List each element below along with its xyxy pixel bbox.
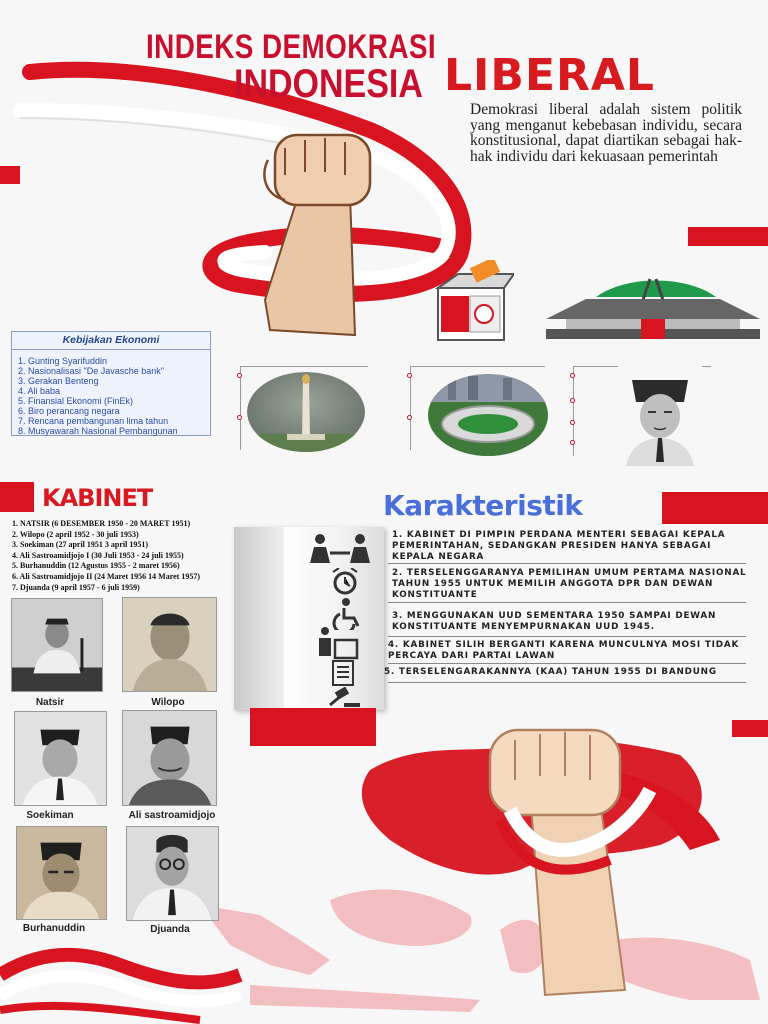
title-liberal: LIBERAL [444, 50, 655, 101]
pin-icon [570, 398, 575, 403]
pin-icon [407, 373, 412, 378]
karakteristik-title: Karakteristik [383, 489, 583, 522]
pin-icon [570, 440, 575, 445]
frame-rail [410, 366, 545, 367]
list-item: 3. Gerakan Benteng [18, 376, 99, 386]
people-icon [310, 533, 374, 567]
list-item: 7. Djuanda (9 april 1957 - 6 juli 1959) [12, 582, 140, 592]
caption-djuanda: Djuanda [150, 924, 190, 935]
pin-icon [570, 373, 575, 378]
caption-burhanuddin: Burhanuddin [22, 923, 86, 934]
divider [388, 682, 746, 683]
photo-soekiman [14, 711, 107, 806]
caption-soekiman: Soekiman [26, 810, 74, 821]
kebijakan-title: Kebijakan Ekonomi [12, 332, 210, 350]
gavel-icon [322, 687, 362, 709]
kebijakan-list [12, 350, 210, 436]
list-item: 8. Musyawarah Nasional Pembangunan [18, 426, 178, 436]
photo-burhanuddin [16, 826, 107, 920]
document-icon [332, 660, 354, 686]
karakteristik-item-2: 2. TERSELENGGARANYA PEMILIHAN UMUM PERTAMA NASIONAL TAHUN 1955 UNTUK MEMILIH ANGGOTA DPR DAN DEWAN KONSTITUANTE [392, 568, 747, 600]
caption-wilopo: Wilopo [151, 697, 185, 708]
frame-rail [410, 366, 411, 450]
list-item: 7. Rencana pembangunan lima tahun [18, 416, 169, 426]
ballot-box-icon [428, 260, 514, 344]
stadium-icon [428, 374, 548, 456]
podium-icon [315, 626, 359, 660]
photo-natsir [11, 598, 103, 692]
frame-rail [240, 366, 241, 450]
list-item: 2. Wilopo (2 april 1952 - 30 juli 1953) [12, 529, 139, 539]
photo-djuanda [126, 826, 219, 921]
kebijakan-ekonomi-box [11, 331, 211, 436]
karakteristik-item-5: 5. TERSELENGARAKANNYA (KAA) TAHUN 1955 DI BANDUNG [384, 667, 717, 677]
caption-natsir: Natsir [35, 697, 65, 708]
photo-ali-sastroamidjojo [122, 710, 217, 806]
list-item: 6. Biro perancang negara [18, 406, 120, 416]
title-line-1: INDEKS DEMOKRASI [146, 28, 437, 66]
photo-wilopo [122, 597, 217, 692]
alarm-icon [330, 568, 360, 596]
list-item: 1. Gunting Syarifuddin [18, 356, 108, 366]
pin-icon [407, 415, 412, 420]
list-item: 1. NATSIR (6 DESEMBER 1950 - 20 MARET 1951) [12, 519, 191, 528]
divider [388, 663, 746, 664]
list-item: 5. Burhanuddin (12 Agustus 1955 - 2 maret 1956) [12, 561, 180, 571]
list-item: 4. Ali baba [18, 386, 61, 396]
list-item: 5. Finansial Ekonomi (FinEk) [18, 396, 134, 406]
list-item: 2. Nasionalisasi "De Javasche bank" [18, 366, 164, 376]
karakteristik-item-1: 1. KABINET DI PIMPIN PERDANA MENTERI SEBAGAI KEPALA PEMERINTAHAN, SEDANGKAN PRESIDEN HANYA SEBAGAI KEPALA NEGARA [392, 530, 726, 562]
kabinet-title: KABINET [42, 484, 153, 512]
pin-icon [570, 420, 575, 425]
pillar-side [234, 527, 284, 710]
kabinet-list [12, 519, 237, 593]
intro-paragraph: Demokrasi liberal adalah sistem politik yang menganut kebebasan individu, secara konstitusional, dapat diartikan sebagai hak-hak individu dari kekuasaan pemerintah [470, 101, 742, 165]
divider [388, 563, 746, 564]
title-line-2: INDONESIA [234, 62, 423, 106]
karakteristik-item-4: 4. KABINET SILIH BERGANTI KARENA MUNCULNYA MOSI TIDAK PERCAYA DARI PARTAI LAWAN [388, 640, 740, 661]
monas-icon [247, 372, 365, 452]
parliament-building-icon [546, 275, 760, 341]
divider [388, 602, 746, 603]
soekarno-portrait-icon [618, 366, 702, 466]
caption-ali-sastroamidjojo: Ali sastroamidjojo [128, 810, 216, 821]
pillar-base [250, 708, 376, 746]
karakteristik-item-3: 3. MENGGUNAKAN UUD SEMENTARA 1950 SAMPAI DEWAN KONSTITUANTE MENYEMPURNAKAN UUD 1945. [392, 611, 717, 632]
list-item: 6. Ali Sastroamidjojo II (24 Maret 1956 14 Maret 1957) [12, 571, 200, 581]
pin-icon [237, 415, 242, 420]
frame-rail [240, 366, 368, 367]
indonesia-map-icon [200, 889, 760, 1012]
list-item: 4. Ali Sastroamidjojo I (30 Juli 1953 - 24 juli 1955) [12, 550, 184, 560]
pin-icon [237, 373, 242, 378]
divider [388, 636, 746, 637]
list-item: 3. Soekiman (27 april 1951 3 april 1951) [12, 540, 149, 550]
